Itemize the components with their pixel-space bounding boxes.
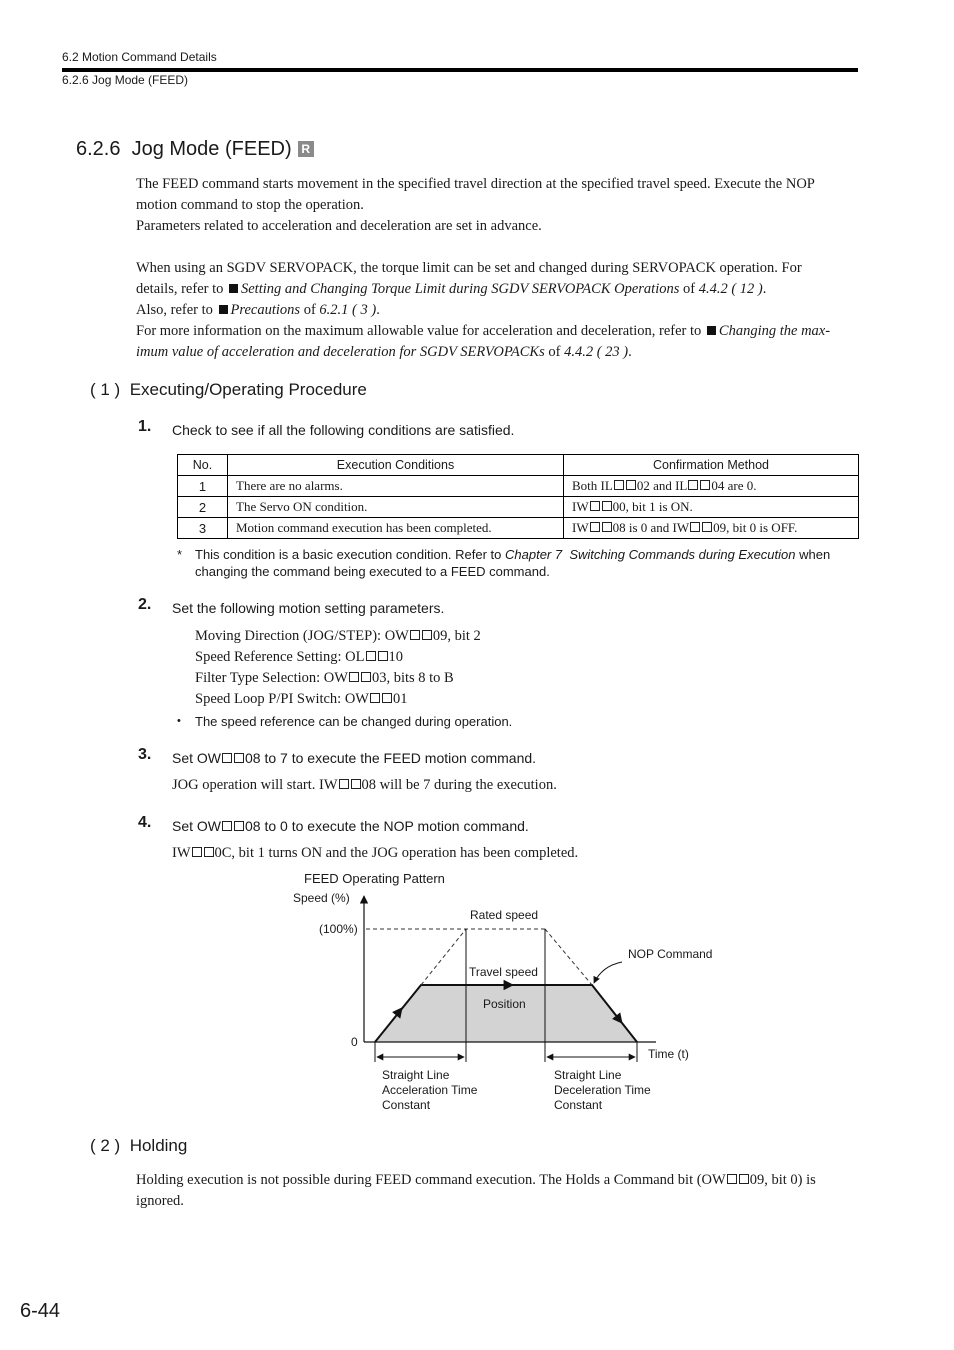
ref-max-accel: Changing the max- <box>718 323 831 339</box>
list-item: Filter Type Selection: OW 03, bits 8 to B <box>195 670 454 686</box>
y-100-label: (100%) <box>319 922 358 936</box>
intro-line-1: The FEED command starts movement in the specified travel direction at the specified travel speed. Execute the NOP <box>136 176 815 192</box>
y-zero-label: 0 <box>351 1035 358 1049</box>
step-3-number: 3. <box>138 746 152 763</box>
y-axis-label: Speed (%) <box>293 891 350 905</box>
nop-command-label: NOP Command <box>628 947 713 961</box>
table-row: 1 There are no alarms. Both IL 02 and IL 04 are 0. <box>178 476 859 497</box>
list-item: Moving Direction (JOG/STEP): OW 09, bit 2 <box>195 628 481 644</box>
step-4-number: 4. <box>138 814 152 831</box>
nop-callout-line <box>594 962 622 983</box>
ref-torque-limit: Setting and Changing Torque Limit during SGDV SERVOPACK Operations <box>241 281 680 297</box>
table-note: This condition is a basic execution condition. Refer to Chapter 7 Switching Commands during Execution when changing the command being executed to a FEED command. <box>195 547 831 579</box>
intro-line-8: imum value of acceleration and deceleration for SGDV SERVOPACKs of 4.4.2 ( 23 ). <box>136 344 632 360</box>
table-row: 2 The Servo ON condition. IW 00, bit 1 is ON. <box>178 497 859 518</box>
table-note-mark: * <box>177 547 183 562</box>
intro-line-7: For more information on the maximum allowable value for acceleration and deceleration, refer to Changing the max- <box>136 323 831 339</box>
param-note: The speed reference can be changed during operation. <box>195 714 513 729</box>
holding-text: Holding execution is not possible during FEED command execution. The Holds a Command bit (OW 09, bit 0) is ignored. <box>136 1172 816 1209</box>
rated-speed-label: Rated speed <box>470 908 539 922</box>
list-item: Speed Reference Setting: OL 10 <box>195 649 404 665</box>
section-1-heading: ( 1 ) Executing/Operating Procedure <box>90 380 367 399</box>
intro-line-4: When using an SGDV SERVOPACK, the torque limit can be set and changed during SERVOPACK operation. For <box>136 260 802 276</box>
step-3-text: Set OW 08 to 7 to execute the FEED motion command. <box>172 750 537 766</box>
section-2-heading: ( 2 ) Holding <box>90 1136 188 1155</box>
bullet-icon: • <box>177 715 181 727</box>
intro-line-3: Parameters related to acceleration and deceleration are set in advance. <box>136 218 542 234</box>
page-number: 6-44 <box>20 1300 61 1322</box>
position-label: Position <box>483 997 526 1011</box>
table-row: 3 Motion command execution has been completed. IW 08 is 0 and IW 09, bit 0 is OFF. <box>178 518 859 539</box>
table-header-row: No. Execution Conditions Confirmation Method <box>178 455 859 476</box>
step-3-detail: JOG operation will start. IW 08 will be 7 during the execution. <box>172 777 557 793</box>
accel-time-constant-label: Straight Line Acceleration Time Constant <box>382 1068 478 1112</box>
step-1-text: Check to see if all the following conditions are satisfied. <box>172 422 515 438</box>
step-4-detail: IW 0C, bit 1 turns ON and the JOG operation has been completed. <box>172 845 579 861</box>
time-axis-label: Time (t) <box>648 1047 689 1061</box>
step-2-number: 2. <box>138 596 152 613</box>
diagram-title: FEED Operating Pattern <box>304 871 445 886</box>
ref-precautions: Precautions <box>230 302 301 318</box>
intro-line-5: details, refer to Setting and Changing Torque Limit during SGDV SERVOPACK Operations of 4.4.2 ( 12 ). <box>136 281 767 297</box>
header-section: 6.2 Motion Command Details <box>62 50 217 64</box>
r-badge-icon: R <box>298 141 314 157</box>
page-title-text: 6.2.6 Jog Mode (FEED) <box>76 138 292 160</box>
header-subsection: 6.2.6 Jog Mode (FEED) <box>62 73 189 87</box>
step-4-text: Set OW 08 to 0 to execute the NOP motion command. <box>172 818 529 834</box>
travel-speed-label: Travel speed <box>469 965 538 979</box>
intro-line-2: motion command to stop the operation. <box>136 197 364 213</box>
intro-line-6: Also, refer to Precautions of 6.2.1 ( 3 ). <box>136 302 380 318</box>
step-1-number: 1. <box>138 418 152 435</box>
step-2-text: Set the following motion setting parameters. <box>172 600 445 616</box>
list-item: Speed Loop P/PI Switch: OW 01 <box>195 691 408 707</box>
decel-time-constant-label: Straight Line Deceleration Time Constant <box>554 1068 651 1112</box>
